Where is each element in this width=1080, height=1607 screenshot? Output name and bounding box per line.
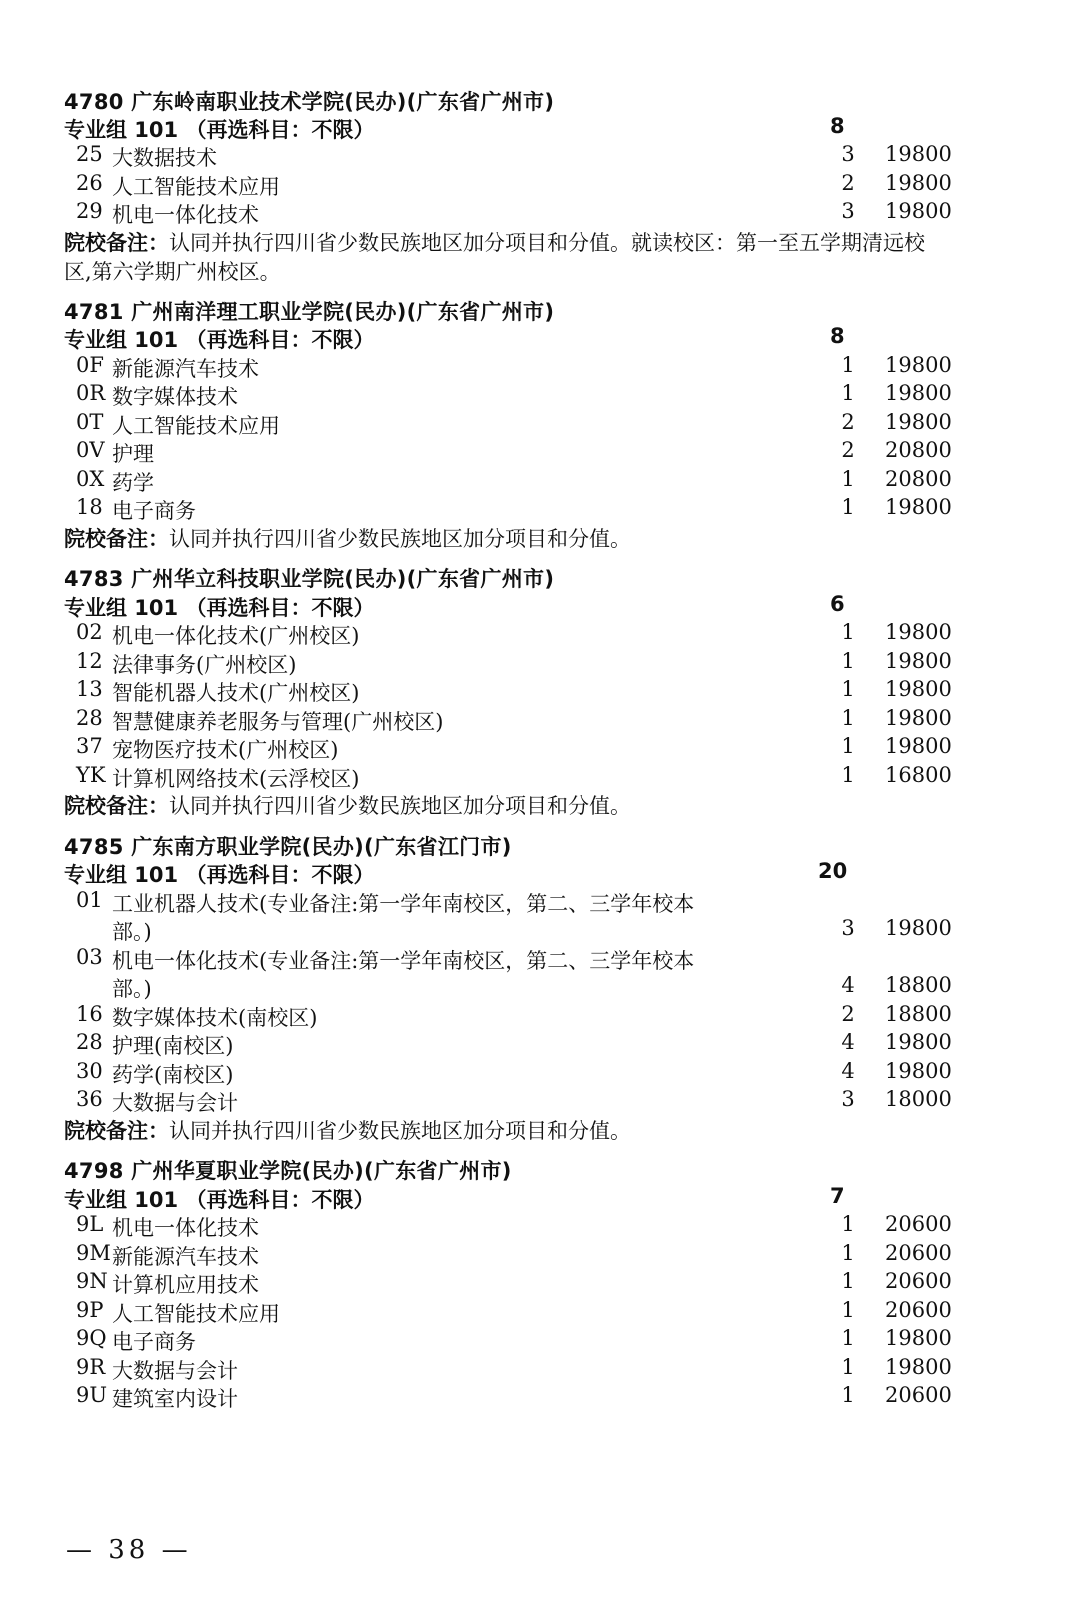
major-fee: 18800 (885, 973, 952, 997)
major-plan: 1 (841, 734, 855, 758)
school-note (64, 1116, 1014, 1146)
major-name: 电子商务 (112, 1330, 196, 1354)
major-name: 机电一体化技术 (112, 203, 259, 227)
major-code: 9L (76, 1212, 104, 1236)
major-fee: 19800 (885, 649, 952, 673)
major-code: 28 (76, 706, 103, 730)
major-row (0, 1002, 1080, 1032)
major-fee: 19800 (885, 1355, 952, 1379)
major-plan: 1 (841, 467, 855, 491)
group-count: 8 (830, 114, 845, 138)
major-plan: 2 (841, 1002, 855, 1026)
major-row (0, 677, 1080, 707)
major-row (0, 381, 1080, 411)
major-fee: 19800 (885, 1326, 952, 1350)
major-name: 智能机器人技术(广州校区) (112, 681, 360, 705)
major-fee: 19800 (885, 410, 952, 434)
major-name: 建筑室内设计 (112, 1387, 238, 1411)
school-note (64, 228, 1014, 258)
major-name: 大数据与会计 (112, 1091, 238, 1115)
school-note (64, 524, 1014, 554)
major-fee: 19800 (885, 495, 952, 519)
major-row (0, 410, 1080, 440)
major-code: 02 (76, 620, 103, 644)
school-header: 4780 广东岭南职业技术学院(民办)(广东省广州市) (64, 90, 555, 114)
major-plan: 1 (841, 1326, 855, 1350)
major-plan: 1 (841, 381, 855, 405)
group-label: 专业组 101 （再选科目：不限） (64, 1188, 375, 1212)
note-text: 认同并执行四川省少数民族地区加分项目和分值。 (169, 527, 631, 551)
major-plan: 1 (841, 620, 855, 644)
major-fee: 20600 (885, 1383, 952, 1407)
major-plan: 1 (841, 677, 855, 701)
major-fee: 20600 (885, 1298, 952, 1322)
major-plan: 1 (841, 1241, 855, 1265)
major-row (0, 1087, 1080, 1117)
major-plan: 1 (841, 763, 855, 787)
school-note (64, 791, 1014, 821)
major-name: 机电一体化技术(专业备注:第一学年南校区，第二、三学年校本 (112, 949, 695, 973)
group-label: 专业组 101 （再选科目：不限） (64, 863, 375, 887)
major-plan: 1 (841, 706, 855, 730)
major-name: 药学 (112, 471, 154, 495)
note-label: 院校备注： (64, 1119, 169, 1143)
major-plan: 3 (841, 916, 855, 940)
major-code: 18 (76, 495, 103, 519)
major-fee: 20600 (885, 1269, 952, 1293)
major-code: 13 (76, 677, 103, 701)
major-name: 法律事务(广州校区) (112, 653, 297, 677)
major-name-continuation: 部。) (112, 920, 152, 944)
major-name: 人工智能技术应用 (112, 414, 280, 438)
major-row (0, 945, 1080, 975)
group-count: 8 (830, 324, 845, 348)
major-name: 电子商务 (112, 499, 196, 523)
major-fee: 19800 (885, 620, 952, 644)
major-code: 0R (76, 381, 106, 405)
major-row (0, 1241, 1080, 1271)
school-header-row (0, 86, 1080, 116)
major-code: 9U (76, 1383, 108, 1407)
major-row (0, 171, 1080, 201)
group-row (0, 859, 1080, 889)
major-name: 计算机应用技术 (112, 1273, 259, 1297)
major-name: 数字媒体技术(南校区) (112, 1006, 318, 1030)
major-code: 29 (76, 199, 103, 223)
major-name-continuation: 部。) (112, 977, 152, 1001)
major-code: 9R (76, 1355, 106, 1379)
major-code: 0X (76, 467, 105, 491)
major-name: 大数据与会计 (112, 1359, 238, 1383)
major-name: 新能源汽车技术 (112, 1245, 259, 1269)
note-text-continuation: 区,第六学期广州校区。 (64, 260, 281, 284)
major-name: 人工智能技术应用 (112, 175, 280, 199)
major-plan: 1 (841, 1383, 855, 1407)
major-fee: 20800 (885, 467, 952, 491)
major-plan: 3 (841, 1087, 855, 1111)
major-fee: 20800 (885, 438, 952, 462)
major-fee: 19800 (885, 706, 952, 730)
major-row (0, 734, 1080, 764)
school-header: 4785 广东南方职业学院(民办)(广东省江门市) (64, 835, 512, 859)
major-row (0, 1030, 1080, 1060)
major-row (0, 620, 1080, 650)
major-plan: 1 (841, 1355, 855, 1379)
major-fee: 19800 (885, 916, 952, 940)
major-row (0, 438, 1080, 468)
major-plan: 1 (841, 1212, 855, 1236)
major-name: 人工智能技术应用 (112, 1302, 280, 1326)
major-plan: 4 (841, 973, 855, 997)
major-code: 30 (76, 1059, 103, 1083)
major-name: 护理(南校区) (112, 1034, 234, 1058)
school-note-row (0, 257, 1080, 287)
major-row (0, 1059, 1080, 1089)
major-code: 37 (76, 734, 103, 758)
major-plan: 1 (841, 1298, 855, 1322)
major-code: 03 (76, 945, 103, 969)
school-note-row (0, 524, 1080, 554)
major-fee: 16800 (885, 763, 952, 787)
school-note-row (0, 791, 1080, 821)
school-note-row (0, 228, 1080, 258)
major-fee: 18800 (885, 1002, 952, 1026)
major-fee: 19800 (885, 1030, 952, 1054)
major-plan: 1 (841, 495, 855, 519)
major-code: 12 (76, 649, 103, 673)
major-row (0, 199, 1080, 229)
major-code: 0V (76, 438, 105, 462)
major-plan: 3 (841, 142, 855, 166)
major-row (0, 467, 1080, 497)
school-header: 4783 广州华立科技职业学院(民办)(广东省广州市) (64, 567, 555, 591)
major-fee: 20600 (885, 1241, 952, 1265)
note-text: 认同并执行四川省少数民族地区加分项目和分值。 (169, 794, 631, 818)
school-note-row (0, 1116, 1080, 1146)
group-label: 专业组 101 （再选科目：不限） (64, 596, 375, 620)
major-code: 0T (76, 410, 104, 434)
group-label: 专业组 101 （再选科目：不限） (64, 328, 375, 352)
major-code: 0F (76, 353, 104, 377)
major-row (0, 1326, 1080, 1356)
school-header-row (0, 563, 1080, 593)
group-count: 20 (818, 859, 848, 883)
major-fee: 19800 (885, 142, 952, 166)
group-row (0, 324, 1080, 354)
major-fee: 19800 (885, 381, 952, 405)
group-row (0, 592, 1080, 622)
major-name: 宠物医疗技术(广州校区) (112, 738, 339, 762)
major-row (0, 353, 1080, 383)
major-fee: 19800 (885, 734, 952, 758)
major-code: YK (76, 763, 106, 787)
major-code: 26 (76, 171, 103, 195)
major-row (0, 1298, 1080, 1328)
note-label: 院校备注： (64, 527, 169, 551)
major-code: 9M (76, 1241, 111, 1265)
major-row (0, 649, 1080, 679)
major-row (0, 1212, 1080, 1242)
major-fee: 19800 (885, 677, 952, 701)
major-name: 护理 (112, 442, 154, 466)
major-row (0, 495, 1080, 525)
major-code: 36 (76, 1087, 103, 1111)
major-fee: 18000 (885, 1087, 952, 1111)
school-header: 4781 广州南洋理工职业学院(民办)(广东省广州市) (64, 300, 555, 324)
major-plan: 1 (841, 1269, 855, 1293)
major-name: 机电一体化技术(广州校区) (112, 624, 360, 648)
major-fee: 19800 (885, 353, 952, 377)
major-name: 数字媒体技术 (112, 385, 238, 409)
major-row (0, 763, 1080, 793)
school-header-row (0, 296, 1080, 326)
major-plan: 1 (841, 649, 855, 673)
major-name: 计算机网络技术(云浮校区) (112, 767, 360, 791)
note-text: 认同并执行四川省少数民族地区加分项目和分值。 (169, 1119, 631, 1143)
group-row (0, 114, 1080, 144)
note-text: 认同并执行四川省少数民族地区加分项目和分值。就读校区：第一至五学期清远校 (169, 231, 925, 255)
major-code: 01 (76, 888, 103, 912)
major-code: 9P (76, 1298, 104, 1322)
major-plan: 2 (841, 410, 855, 434)
major-code: 25 (76, 142, 103, 166)
page-number: — 38 — (66, 1535, 192, 1565)
major-name: 工业机器人技术(专业备注:第一学年南校区，第二、三学年校本 (112, 892, 695, 916)
major-fee: 20600 (885, 1212, 952, 1236)
major-row (0, 706, 1080, 736)
major-fee: 19800 (885, 171, 952, 195)
major-code: 16 (76, 1002, 103, 1026)
major-row (0, 1355, 1080, 1385)
major-plan: 2 (841, 171, 855, 195)
note-label: 院校备注： (64, 231, 169, 255)
major-row (0, 1383, 1080, 1413)
major-plan: 2 (841, 438, 855, 462)
major-plan: 4 (841, 1030, 855, 1054)
major-row (0, 1269, 1080, 1299)
major-code: 28 (76, 1030, 103, 1054)
group-label: 专业组 101 （再选科目：不限） (64, 118, 375, 142)
major-name: 大数据技术 (112, 146, 217, 170)
major-row-continuation (0, 973, 1080, 1003)
group-count: 7 (830, 1184, 845, 1208)
school-header-row (0, 831, 1080, 861)
major-row (0, 888, 1080, 918)
major-code: 9N (76, 1269, 108, 1293)
school-header-row (0, 1155, 1080, 1185)
major-name: 智慧健康养老服务与管理(广州校区) (112, 710, 444, 734)
major-plan: 3 (841, 199, 855, 223)
major-name: 机电一体化技术 (112, 1216, 259, 1240)
major-row-continuation (0, 916, 1080, 946)
major-plan: 4 (841, 1059, 855, 1083)
major-name: 新能源汽车技术 (112, 357, 259, 381)
major-plan: 1 (841, 353, 855, 377)
school-header: 4798 广州华夏职业学院(民办)(广东省广州市) (64, 1159, 512, 1183)
major-code: 9Q (76, 1326, 107, 1350)
major-fee: 19800 (885, 199, 952, 223)
note-label: 院校备注： (64, 794, 169, 818)
group-count: 6 (830, 592, 845, 616)
major-row (0, 142, 1080, 172)
major-name: 药学(南校区) (112, 1063, 234, 1087)
group-row (0, 1184, 1080, 1214)
major-fee: 19800 (885, 1059, 952, 1083)
